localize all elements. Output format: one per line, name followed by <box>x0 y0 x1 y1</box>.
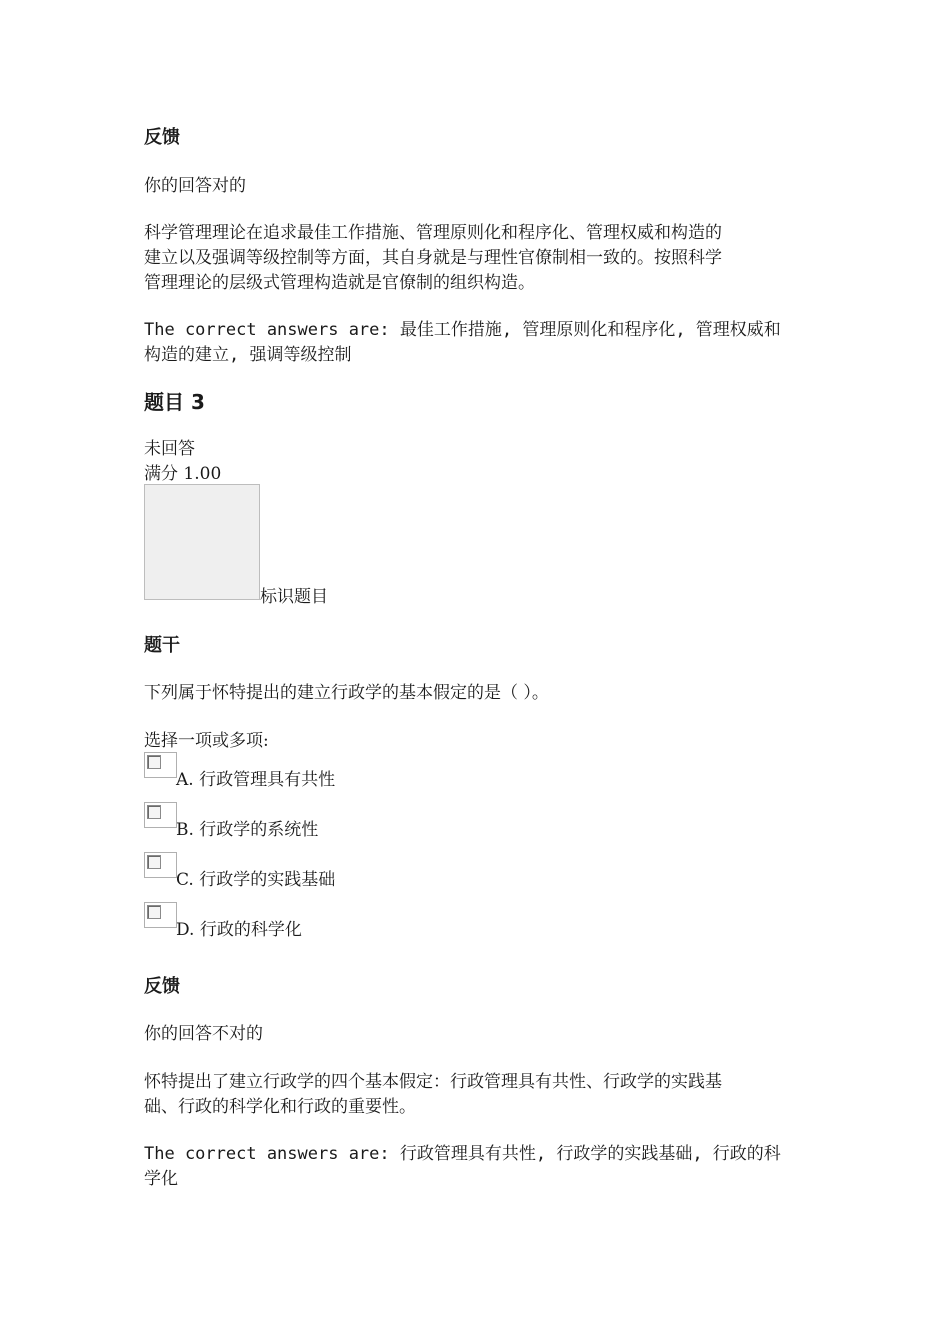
option-label[interactable]: B. 行政学的系统性 <box>176 820 319 840</box>
question-title: 题目 3 <box>144 390 205 414</box>
correct-answers-line: The correct answers are: 最佳工作措施, 管理原则化和程序化, 管理权威和 <box>144 320 781 340</box>
explanation-line: 管理理论的层级式管理构造就是官僚制的组织构造。 <box>144 273 535 293</box>
flag-question-icon[interactable] <box>144 484 260 600</box>
explanation-line: 础、行政的科学化和行政的重要性。 <box>144 1097 416 1117</box>
question-status: 未回答 <box>144 439 195 459</box>
stem-heading: 题干 <box>144 635 180 656</box>
answer-option-a[interactable] <box>144 752 544 792</box>
answer-result: 你的回答对的 <box>144 176 246 196</box>
flag-question-label[interactable]: 标识题目 <box>260 587 328 607</box>
answer-option-c[interactable] <box>144 852 544 892</box>
feedback-heading: 反馈 <box>144 127 180 148</box>
option-label[interactable]: D. 行政的科学化 <box>176 920 302 940</box>
explanation-line: 科学管理理论在追求最佳工作措施、管理原则化和程序化、管理权威和构造的 <box>144 223 722 243</box>
checkbox-c[interactable] <box>144 852 177 878</box>
checkbox-d[interactable] <box>144 902 177 928</box>
correct-answers-line: 学化 <box>144 1169 178 1189</box>
question-score: 满分 1.00 <box>144 464 222 484</box>
feedback-heading: 反馈 <box>144 976 180 997</box>
answer-instruction: 选择一项或多项: <box>144 731 269 751</box>
correct-answers-line: The correct answers are: 行政管理具有共性, 行政学的实践基础, 行政的科 <box>144 1144 781 1164</box>
explanation-line: 建立以及强调等级控制等方面，其自身就是与理性官僚制相一致的。按照科学 <box>144 248 722 268</box>
explanation-line: 怀特提出了建立行政学的四个基本假定：行政管理具有共性、行政学的实践基 <box>144 1072 722 1092</box>
option-label[interactable]: C. 行政学的实践基础 <box>176 870 336 890</box>
checkbox-a[interactable] <box>144 752 177 778</box>
option-label[interactable]: A. 行政管理具有共性 <box>176 770 336 790</box>
question-stem: 下列属于怀特提出的建立行政学的基本假定的是（ ）。 <box>144 683 549 703</box>
answer-option-d[interactable] <box>144 902 544 942</box>
answer-result: 你的回答不对的 <box>144 1024 263 1044</box>
correct-answers-line: 构造的建立, 强调等级控制 <box>144 345 352 365</box>
checkbox-b[interactable] <box>144 802 177 828</box>
answer-option-b[interactable] <box>144 802 544 842</box>
